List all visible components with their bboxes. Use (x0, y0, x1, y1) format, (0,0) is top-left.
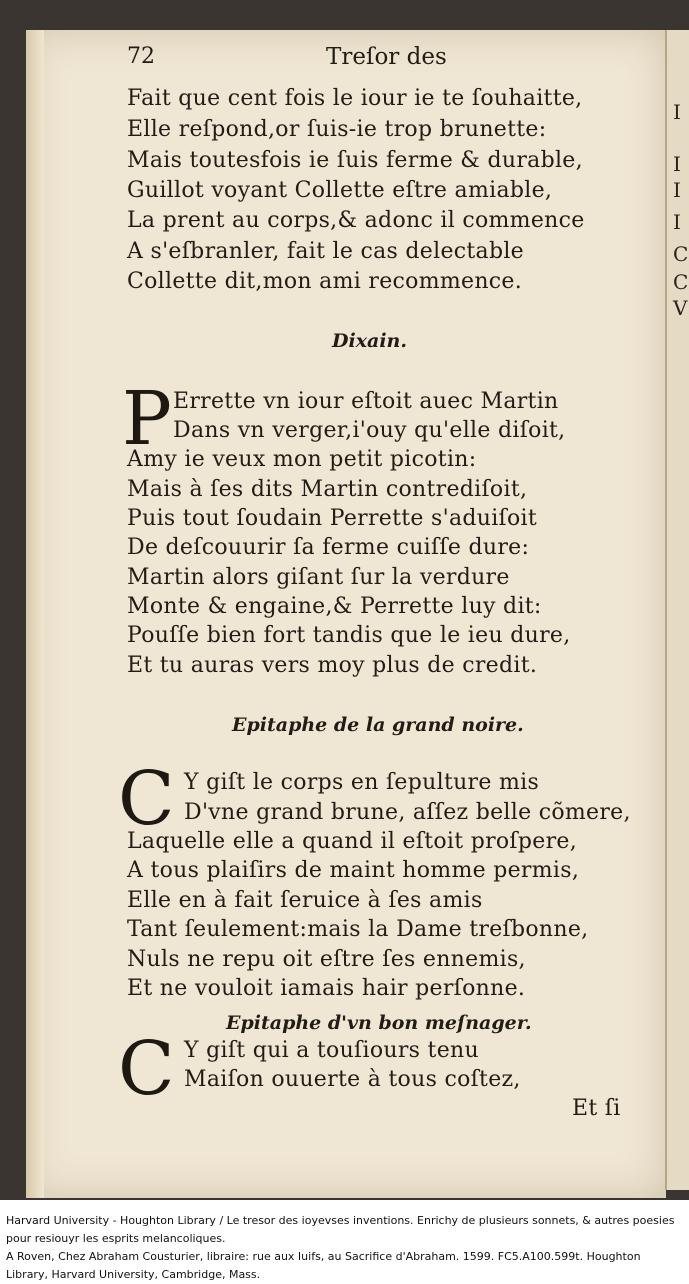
facing-page-letter: C (673, 270, 689, 294)
running-title: Treſor des (326, 44, 447, 70)
drop-cap: C (118, 1026, 175, 1112)
verse-line: Elle reſpond,or ſuis-ie trop brunette: (127, 117, 547, 142)
caption-line: Harvard University - Houghton Library / Le tresor des ioyevses inventions. Enrichy de plusieurs sonnets, & autres poesies pour resiouyr les esprits melancoliques. (6, 1214, 675, 1245)
page-number: 72 (127, 44, 155, 69)
facing-page-letter: V (673, 296, 688, 320)
poem-heading: Epitaphe de la grand noire. (232, 714, 524, 736)
catchword: Et ſi (572, 1096, 621, 1121)
verse-line: Mais toutesfois ie ſuis ferme & durable, (127, 148, 583, 173)
verse-line: A s'eſbranler, fait le cas delectable (127, 239, 524, 264)
poem-heading: Epitaphe d'vn bon meſnager. (226, 1012, 532, 1034)
verse-line: La prent au corps,& adonc il commence (127, 208, 585, 233)
verse-line: Dans vn verger,i'ouy qu'elle diſoit, (173, 418, 566, 443)
facing-page-letter: I (673, 178, 681, 202)
verse-line: Et ne vouloit iamais hair perſonne. (127, 976, 526, 1001)
verse-line: Maiſon ouuerte à tous coſtez, (184, 1067, 521, 1092)
poem-heading: Dixain. (332, 330, 407, 352)
verse-line: Et tu auras vers moy plus de credit. (127, 653, 538, 678)
facing-page-letter: I (673, 100, 681, 124)
facing-page-edge (665, 30, 689, 1190)
verse-line: Errette vn iour eſtoit auec Martin (173, 389, 559, 414)
drop-cap: C (118, 756, 175, 842)
verse-line: Tant ſeulement:mais la Dame treſbonne, (127, 917, 589, 942)
verse-line: A tous plaiſirs de maint homme permis, (127, 858, 580, 883)
drop-cap: P (122, 376, 172, 462)
verse-line: Monte & engaine,& Perrette luy dit: (127, 594, 542, 619)
verse-line: Elle en à fait ſeruice à ſes amis (127, 888, 483, 913)
image-caption (6, 1212, 684, 1284)
verse-line: De deſcouurir ſa ferme cuiſſe dure: (127, 535, 530, 560)
caption-line: A Roven, Chez Abraham Cousturier, libraire: rue aux Iuifs, au Sacrifice d'Abraham. 1599. FC5.A100.599t. Houghton Library, Harvard University, Cambridge, Mass. (6, 1250, 641, 1281)
facing-page-letter: I (673, 210, 681, 234)
page-gutter (26, 30, 44, 1198)
page-header (0, 44, 689, 78)
verse-line: Fait que cent fois le iour ie te ſouhaitte, (127, 86, 583, 111)
verse-line: Laquelle elle a quand il eſtoit proſpere, (127, 829, 578, 854)
verse-line: Y giſt le corps en ſepulture mis (184, 770, 540, 795)
verse-line: Amy ie veux mon petit picotin: (127, 447, 477, 472)
verse-line: Guillot voyant Collette eſtre amiable, (127, 178, 553, 203)
verse-line: Y giſt qui a touſiours tenu (184, 1038, 479, 1063)
verse-line: Nuls ne repu oit eſtre ſes ennemis, (127, 947, 526, 972)
verse-line: Collette dit,mon ami recommence. (127, 269, 523, 294)
facing-page-letter: I (673, 152, 681, 176)
verse-line: Puis tout ſoudain Perrette s'aduiſoit (127, 506, 538, 531)
verse-line: Martin alors giſant ſur la verdure (127, 565, 510, 590)
verse-line: Pouſſe bien fort tandis que le ieu dure, (127, 623, 571, 648)
verse-line: Mais à ſes dits Martin contrediſoit, (127, 477, 528, 502)
facing-page-letter: C (673, 242, 689, 266)
verse-line: D'vne grand brune, aſſez belle cõmere, (184, 800, 631, 825)
